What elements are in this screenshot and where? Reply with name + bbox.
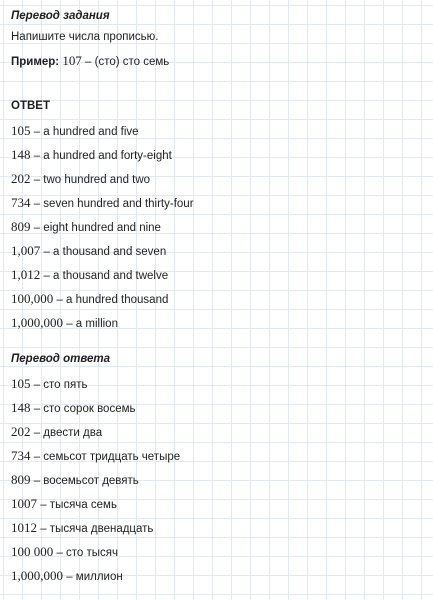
example-words: – (сто) сто семь <box>81 56 170 68</box>
dash: – <box>40 246 54 258</box>
answer-number: 1,000,000 <box>11 315 63 330</box>
answer-number: 1,012 <box>11 267 41 282</box>
answer-words: seven hundred and thirty-four <box>43 198 194 210</box>
translation-section <box>11 351 426 588</box>
translation-number: 105 <box>11 376 31 391</box>
answer-number: 105 <box>11 123 31 138</box>
translation-row <box>11 564 426 588</box>
answer-row <box>11 191 426 215</box>
translation-row <box>11 396 426 420</box>
dash: – <box>53 547 67 559</box>
translation-words: сто пять <box>43 379 88 391</box>
translation-row <box>11 468 426 492</box>
answer-number: 100,000 <box>11 291 54 306</box>
answer-row <box>11 119 426 143</box>
document-page <box>11 8 426 588</box>
translation-number: 1012 <box>11 520 37 535</box>
translation-number: 1,000,000 <box>11 568 63 583</box>
translation-words: сто тысяч <box>66 547 119 559</box>
task-instruction: Напишите числа прописью. <box>11 31 159 43</box>
dash: – <box>53 294 67 306</box>
translation-list <box>11 372 426 588</box>
example-number: 107 <box>62 53 82 68</box>
answer-heading: ОТВЕТ <box>11 100 50 112</box>
answer-number: 148 <box>11 147 31 162</box>
answer-row <box>11 167 426 191</box>
answer-words: a hundred thousand <box>66 294 169 306</box>
task-example <box>11 49 426 73</box>
translation-number: 148 <box>11 400 31 415</box>
dash: – <box>30 427 44 439</box>
answer-list <box>11 119 426 335</box>
dash: – <box>40 270 54 282</box>
translation-row <box>11 444 426 468</box>
answer-words: eight hundred and nine <box>43 222 161 234</box>
translation-words: миллион <box>75 571 123 583</box>
translation-row <box>11 420 426 444</box>
translation-number: 734 <box>11 448 31 463</box>
answer-row <box>11 311 426 335</box>
answer-number: 202 <box>11 171 31 186</box>
answer-words: a thousand and seven <box>53 246 167 258</box>
translation-number: 202 <box>11 424 31 439</box>
dash: – <box>30 475 44 487</box>
answer-number: 734 <box>11 195 31 210</box>
dash: – <box>30 379 44 391</box>
translation-words: сто сорок восемь <box>43 403 136 415</box>
translation-words: двести два <box>43 427 103 439</box>
dash: – <box>37 499 50 511</box>
translation-words: семьсот тридцать четыре <box>43 451 181 463</box>
translation-row <box>11 372 426 396</box>
dash: – <box>37 523 50 535</box>
translation-row <box>11 516 426 540</box>
translation-words: тысяча двенадцать <box>49 523 154 535</box>
dash: – <box>30 198 44 210</box>
answer-translation-heading: Перевод ответа <box>11 353 111 365</box>
dash: – <box>63 318 76 330</box>
answer-words: a thousand and twelve <box>53 270 169 282</box>
answer-row <box>11 215 426 239</box>
dash: – <box>30 126 44 138</box>
dash: – <box>30 403 44 415</box>
example-label: Пример: <box>11 56 60 68</box>
dash: – <box>63 571 76 583</box>
translation-words: тысяча семь <box>49 499 117 511</box>
translation-row <box>11 540 426 564</box>
answer-row <box>11 239 426 263</box>
translation-number: 809 <box>11 472 31 487</box>
dash: – <box>30 222 44 234</box>
dash: – <box>30 150 44 162</box>
answer-number: 1,007 <box>11 243 41 258</box>
translation-row <box>11 492 426 516</box>
answer-words: a hundred and forty-eight <box>43 150 172 162</box>
translation-number: 1007 <box>11 496 37 511</box>
answer-words: two hundred and two <box>43 174 151 186</box>
answer-words: a million <box>75 318 118 330</box>
answer-row <box>11 263 426 287</box>
translation-words: восемьсот девять <box>43 475 139 487</box>
translation-number: 100 000 <box>11 544 54 559</box>
answer-row <box>11 287 426 311</box>
answer-words: a hundred and five <box>43 126 139 138</box>
dash: – <box>30 451 44 463</box>
task-translation-heading: Перевод задания <box>11 10 110 22</box>
answer-number: 809 <box>11 219 31 234</box>
dash: – <box>30 174 44 186</box>
answer-row <box>11 143 426 167</box>
